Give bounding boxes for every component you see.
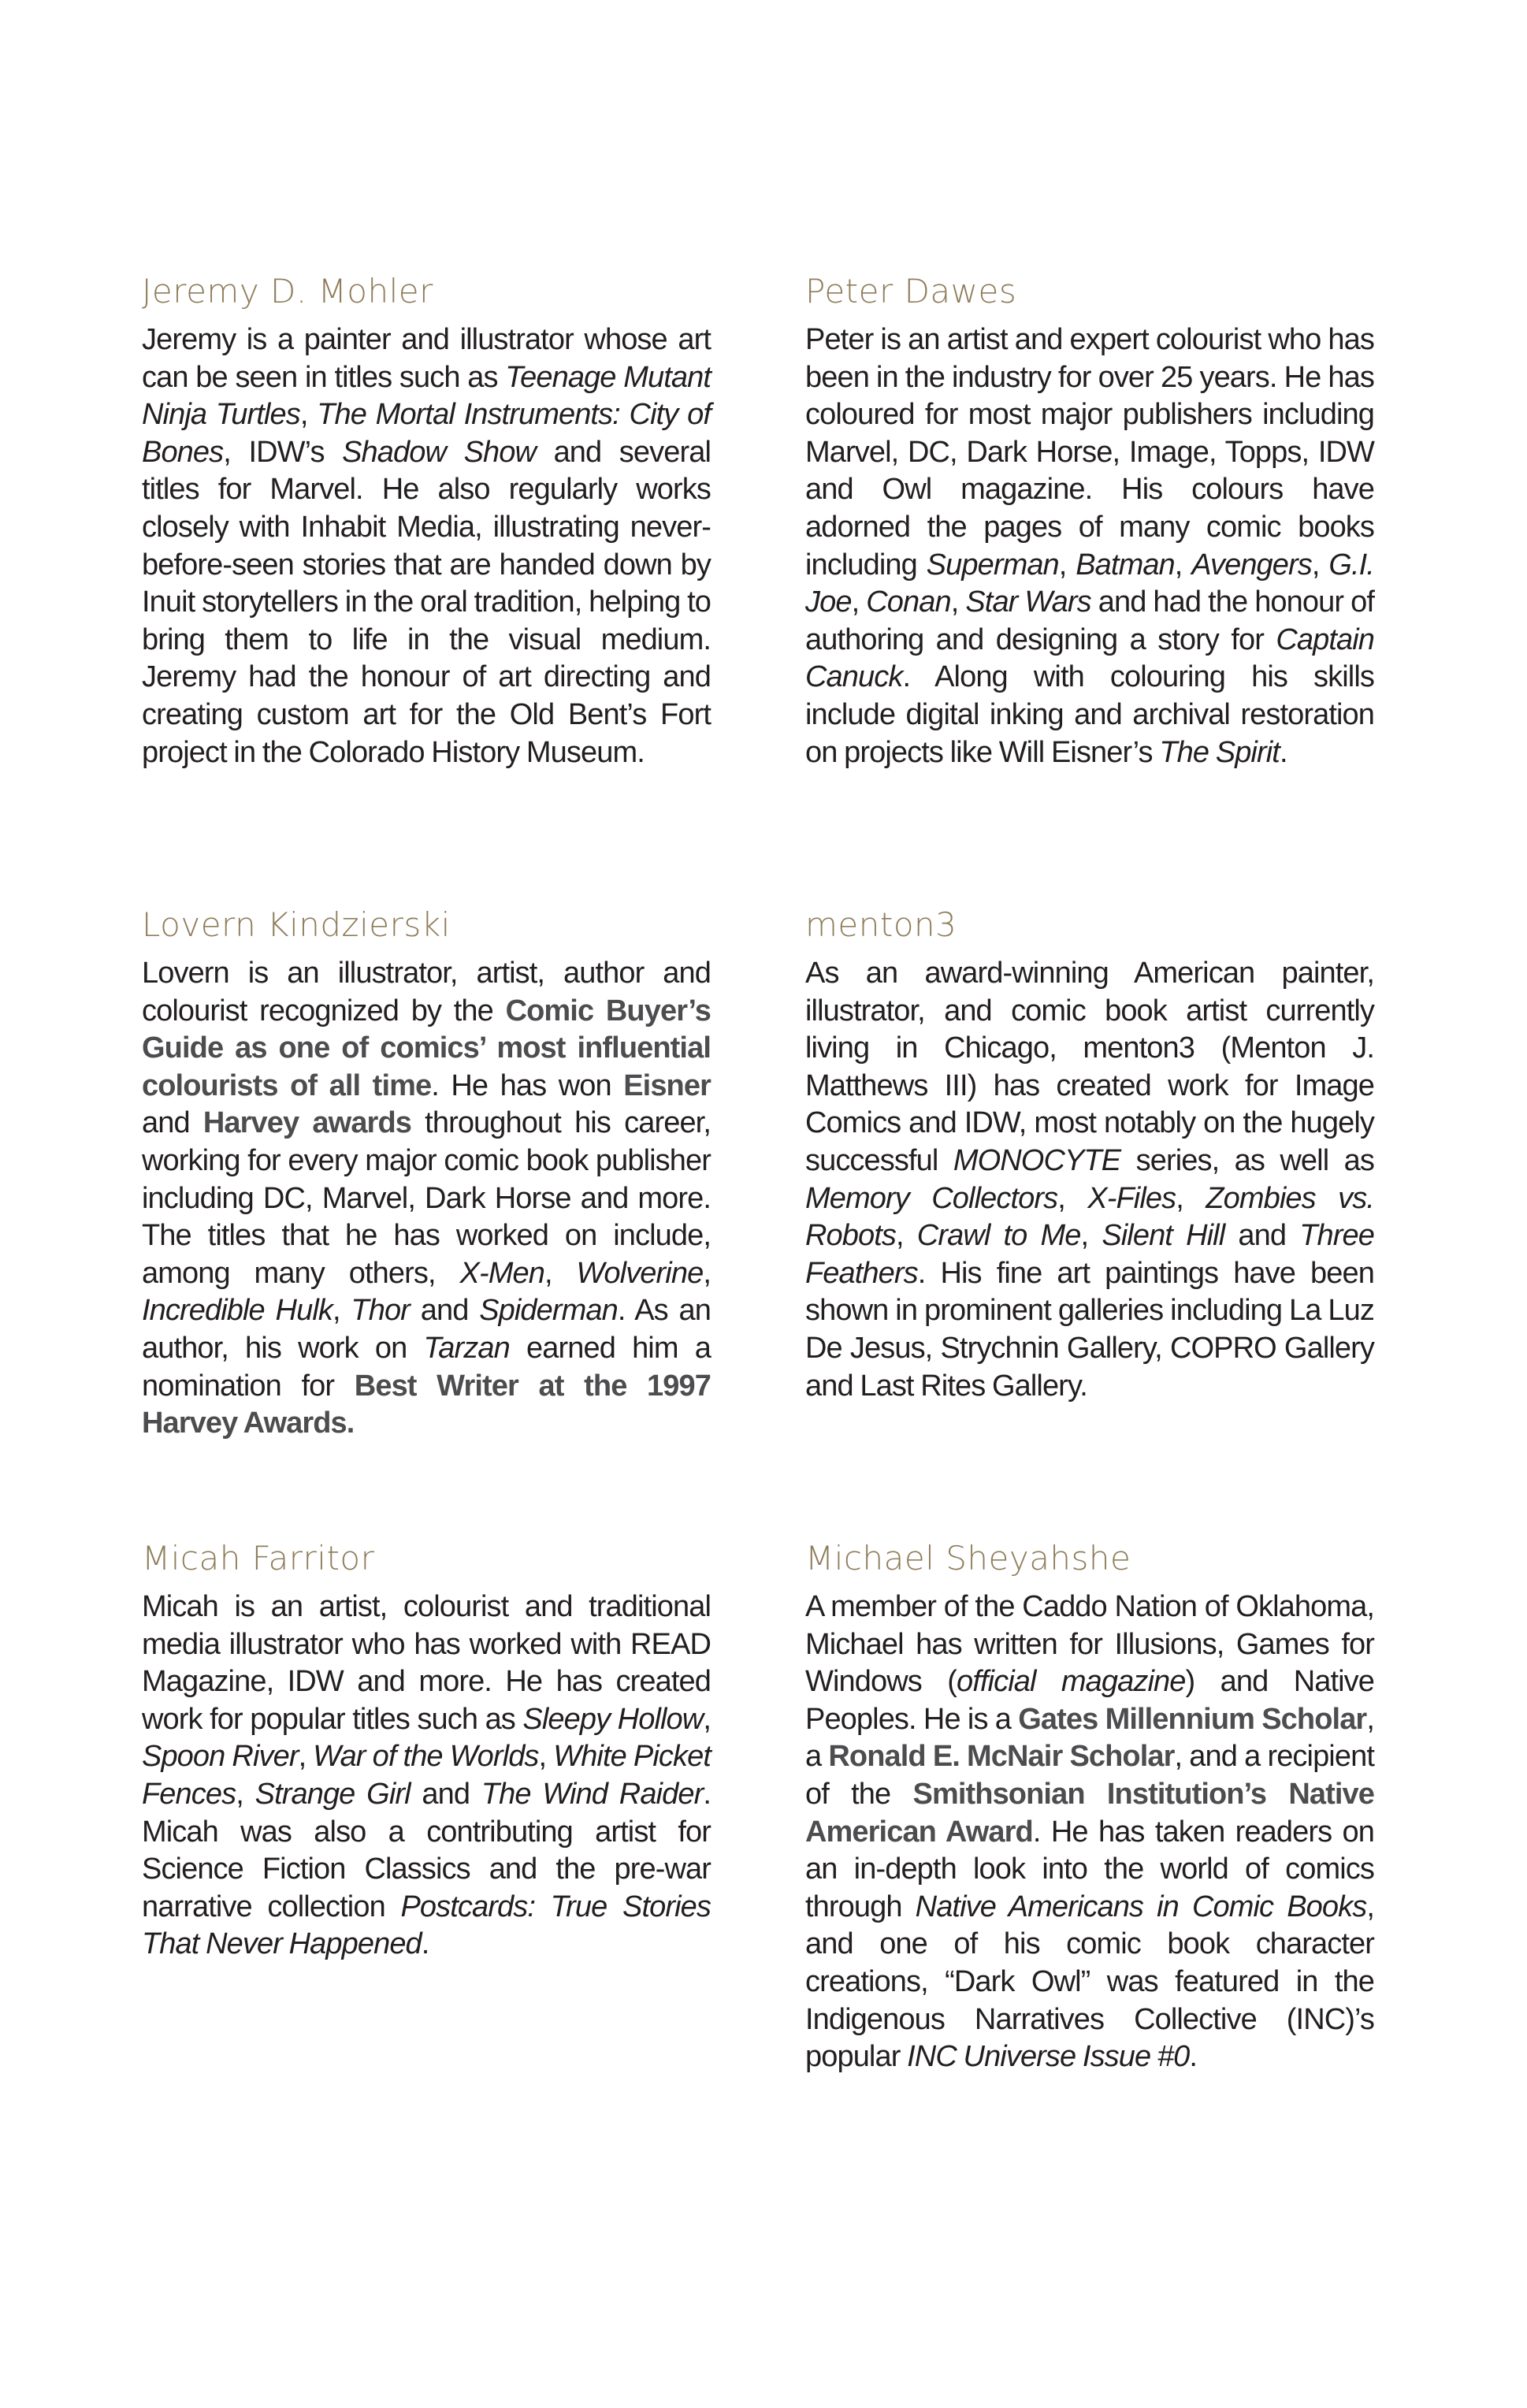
emphasis-text: Harvey awards — [202, 1106, 411, 1140]
emphasis-text: Gates Millennium Scholar — [1018, 1702, 1367, 1736]
bio-micah-farritor — [142, 1540, 711, 1964]
italic-title: Tarzan — [423, 1331, 510, 1365]
bio-jeremy-mohler — [142, 273, 711, 771]
text-run: , — [703, 1702, 711, 1736]
text-run: and — [410, 1777, 481, 1811]
text-run: ) and Native Peoples. He is a — [805, 1665, 1375, 1736]
italic-title: Postcards: True Stories That Never Happened — [142, 1890, 711, 1961]
italic-title: X-Files — [1087, 1181, 1176, 1215]
text-run: . — [1279, 735, 1287, 769]
bio-name: Peter Dawes — [805, 272, 1017, 310]
bio-text — [142, 1589, 711, 1964]
italic-title: Shadow Show — [342, 435, 537, 469]
emphasis-text: Best Writer at the 1997 Harvey Awards. — [142, 1369, 711, 1440]
text-run: Jeremy is a painter and illustrator whose art can be seen in titles such as — [142, 323, 711, 394]
bio-name: menton3 — [805, 905, 957, 944]
bio-text — [805, 955, 1374, 1405]
italic-title: The Wind Raider — [481, 1777, 704, 1811]
text-run: , — [1174, 548, 1192, 582]
text-run: Lovern is an illustrator, artist, author and colourist recognized by the — [142, 957, 711, 1027]
italic-title: MONOCYTE — [953, 1143, 1121, 1177]
text-run: and — [1224, 1219, 1300, 1253]
text-run: . Micah was also a contributing artist for Science Fiction Classics and the pre-war narrative collection — [142, 1777, 711, 1923]
text-run: , — [1080, 1219, 1102, 1253]
text-run: . He has won — [431, 1068, 624, 1102]
italic-title: Zombies vs. Robots — [805, 1181, 1374, 1253]
text-run: , — [538, 1740, 554, 1774]
bio-text — [805, 1589, 1374, 2076]
bio-text — [142, 955, 711, 1443]
text-run: , — [236, 1777, 255, 1811]
text-run: A member of the Caddo Nation of Oklahoma, Michael has written for Illusions, Games for Windows ( — [805, 1590, 1374, 1699]
italic-title: Teenage Mutant Ninja Turtles — [142, 360, 711, 432]
bio-name: Micah Farritor — [142, 1539, 375, 1577]
bio-menton3 — [805, 906, 1374, 1405]
text-run: , IDW’s — [223, 435, 343, 469]
italic-title: Spiderman — [479, 1294, 618, 1328]
text-run: . — [1189, 2040, 1198, 2074]
italic-title: The Spirit — [1159, 735, 1280, 769]
italic-title: Thor — [351, 1294, 410, 1328]
emphasis-text: Smithsonian Institution’s Native American Award — [805, 1777, 1374, 1849]
italic-title: Strange Girl — [254, 1777, 411, 1811]
text-run: , — [703, 1256, 711, 1290]
text-run: Peter is an artist and expert colourist who has been in the industry for over 25 years. He has coloured for most major publishers including Marvel, DC, Dark Horse, Image, Topps, IDW and Owl magazine. His colours have adorned the pages of many comic books including — [805, 323, 1374, 582]
text-run: throughout his career, working for every major comic book publisher including DC, Marvel, Dark Horse and more. The titles that he has worked on include, among many others, — [142, 1106, 711, 1290]
text-run: , — [950, 585, 966, 619]
text-run: , and one of his comic book character creations, “Dark Owl” was featured in the Indigenous Narratives Collective (INC)’s popular — [805, 1890, 1374, 2074]
text-run: . He has taken readers on an in-depth look into the world of comics through — [805, 1815, 1374, 1923]
bio-text — [142, 321, 711, 771]
text-run: As an award-winning American painter, illustrator, and comic book artist currently living in Chicago, menton3 (Menton J. Matthews III) has created work for Image Comics and IDW, most notably on the hugely successful — [805, 957, 1374, 1177]
italic-title: Native Americans in Comic Books — [915, 1890, 1367, 1923]
bio-lovern-kindzierski — [142, 906, 711, 1443]
text-run: , — [299, 398, 318, 432]
text-run: Micah is an artist, colourist and traditional media illustrator who has worked with READ Magazine, IDW and more. He has created work for popular titles such as — [142, 1590, 711, 1736]
bio-name: Jeremy D. Mohler — [142, 272, 433, 310]
emphasis-text: Eisner — [623, 1068, 711, 1102]
text-run: and — [142, 1106, 203, 1140]
italic-title: Conan — [866, 585, 951, 619]
italic-title: Incredible Hulk — [142, 1294, 333, 1328]
italic-title: INC Universe Issue #0 — [907, 2040, 1190, 2074]
text-run: , a — [805, 1702, 1374, 1774]
italic-title: Superman — [926, 548, 1059, 582]
text-run: . His fine art paintings have been shown in prominent galleries including La Luz De Jesus, Strychnin Gallery, COPRO Gallery and Last Rites Gallery. — [805, 1256, 1374, 1403]
italic-title: Three Feathers — [805, 1219, 1374, 1290]
italic-title: official magazine — [957, 1665, 1186, 1699]
emphasis-text: Comic Buyer’s Guide as one of comics’ most influential colourists of all time — [142, 994, 711, 1102]
italic-title: Sleepy Hollow — [522, 1702, 704, 1736]
italic-title: White Picket Fences — [142, 1740, 711, 1811]
text-run: and had the honour of authoring and designing a story for — [805, 585, 1374, 656]
text-run: . — [421, 1927, 429, 1961]
text-run: , — [332, 1294, 351, 1328]
text-run: , — [1311, 548, 1329, 582]
italic-title: Avengers — [1191, 548, 1312, 582]
text-run: , — [544, 1256, 577, 1290]
text-run: , — [1058, 548, 1076, 582]
italic-title: X-Men — [459, 1256, 544, 1290]
italic-title: War of the Worlds — [313, 1740, 539, 1774]
text-run: , — [298, 1740, 314, 1774]
text-run: , — [1176, 1181, 1206, 1215]
bio-text — [805, 321, 1374, 771]
text-run: , and a recipient of the — [805, 1740, 1374, 1811]
bio-name: Michael Sheyahshe — [805, 1539, 1131, 1577]
italic-title: Spoon River — [142, 1740, 299, 1774]
text-run: . Along with colouring his skills include digital inking and archival restoration on projects like Will Eisner’s — [805, 660, 1374, 769]
text-run: and several titles for Marvel. He also regularly works closely with Inhabit Media, illustrating never-before-seen stories that are handed down by Inuit storytellers in the oral tradition, helping to bring them to life in the visual medium. Jeremy had the honour of art directing and creating custom art for the Old Bent’s Fort project in the Colorado History Museum. — [142, 435, 711, 769]
text-run: and — [409, 1294, 480, 1328]
text-run: , — [1057, 1181, 1088, 1215]
text-run: , — [896, 1219, 917, 1253]
text-run: earned him a nomination for — [142, 1331, 711, 1403]
text-run: , — [851, 585, 867, 619]
italic-title: Crawl to Me — [916, 1219, 1081, 1253]
italic-title: Memory Collectors — [805, 1181, 1058, 1215]
bio-peter-dawes — [805, 273, 1374, 771]
emphasis-text: Ronald E. McNair Scholar — [828, 1740, 1175, 1774]
italic-title: G.I. Joe — [805, 548, 1374, 619]
bio-name: Lovern Kindzierski — [142, 905, 451, 944]
bio-michael-sheyahshe — [805, 1540, 1374, 2076]
italic-title: Batman — [1076, 548, 1175, 582]
text-run: series, as well as — [1120, 1143, 1375, 1177]
italic-title: Captain Canuck — [805, 622, 1374, 694]
italic-title: The Mortal Instruments: City of Bones — [142, 398, 711, 469]
italic-title: Wolverine — [576, 1256, 704, 1290]
italic-title: Silent Hill — [1102, 1219, 1225, 1253]
italic-title: Star Wars — [965, 585, 1091, 619]
text-run: . As an author, his work on — [142, 1294, 711, 1365]
